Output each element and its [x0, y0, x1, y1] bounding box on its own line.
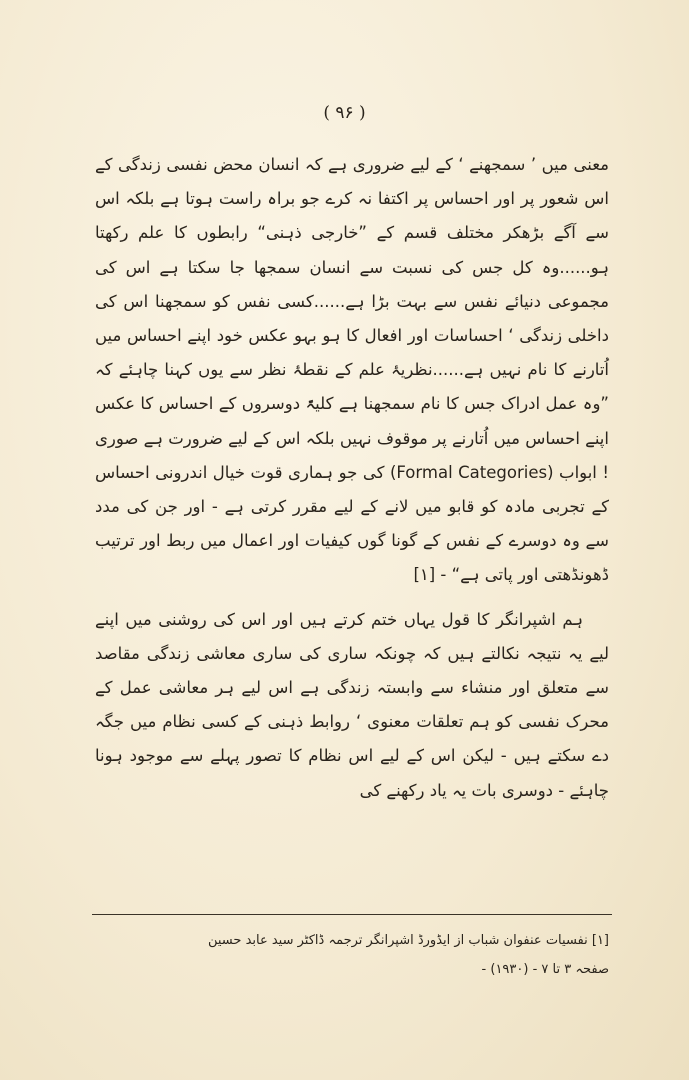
paragraph-1: معنی میں ’ سمجھنے ‘ کے لیے ضروری ہے کہ انسان محض نفسی زندگی کے اس شعور پر اور احساس پر اکتفا نہ کرے جو براہ راست ہوتا ہے بلکہ اس سے آگے بڑھکر مختلف قسم کے ”خارجی ذہنی“ رابطوں کا علم رکھتا ہو......وہ کل جس کی نسبت سے انسان سمجھا جا سکتا ہے اس کی مجموعی دنیائے نفس سے بہت بڑا ہے......کسی نفس کو سمجھنا اس کی داخلی زندگی ‘ احساسات اور افعال کا ہو بہو عکس خود اپنے احساس میں اُتارنے کا نام نہیں ہے......نظریۂ علم کے نقطۂ نظر سے یوں کہنا چاہئے کہ ”وہ عمل ادراک جس کا نام سمجھنا ہے کلیۃً دوسروں کے احساس کا عکس اپنے احساس میں اُتارنے پر موقوف نہیں بلکہ اس کے لیے ضرورت ہے صوری ! ابواب (Formal Categories) کی جو ہماری قوت خیال اندرونی احساس کے تجربی مادہ کو قابو میں لانے کے لیے مقرر کرتی ہے - اور جن کی مدد سے وہ دوسرے کے نفس کے گونا گوں کیفیات اور اعمال میں ربط اور ترتیب ڈھونڈھتی اور پاتی ہے“ - [۱] — [95, 155, 609, 585]
footnote-divider — [92, 914, 612, 915]
body-text — [95, 148, 609, 808]
footnote-line-1: [۱] نفسیات عنفوان شباب از ایڈورڈ اشپرانگر ترجمہ ڈاکٹر سید عابد حسین — [207, 933, 609, 948]
page-number: ( ۹۶ ) — [323, 103, 366, 123]
footnote — [95, 926, 609, 984]
footnote-line-2: صفحہ ۳ تا ۷ - (۱۹۳۰) - — [481, 962, 609, 977]
paragraph-2: ہم اشپرانگر کا قول یہاں ختم کرتے ہیں اور اس کی روشنی میں اپنے لیے یہ نتیجہ نکالتے ہیں کہ چونکہ ساری کی ساری معاشی زندگی مقاصد سے متعلق اور منشاء سے وابستہ زندگی ہے اس لیے ہر معاشی عمل کے محرک نفسی کو ہم تعلقات معنوی ‘ روابط ذہنی کے کسی نظام میں جگہ دے سکتے ہیں - لیکن اس کے لیے اس نظام کا تصور پہلے سے موجود ہونا چاہئے - دوسری بات یہ یاد رکھنے کی — [95, 609, 609, 800]
